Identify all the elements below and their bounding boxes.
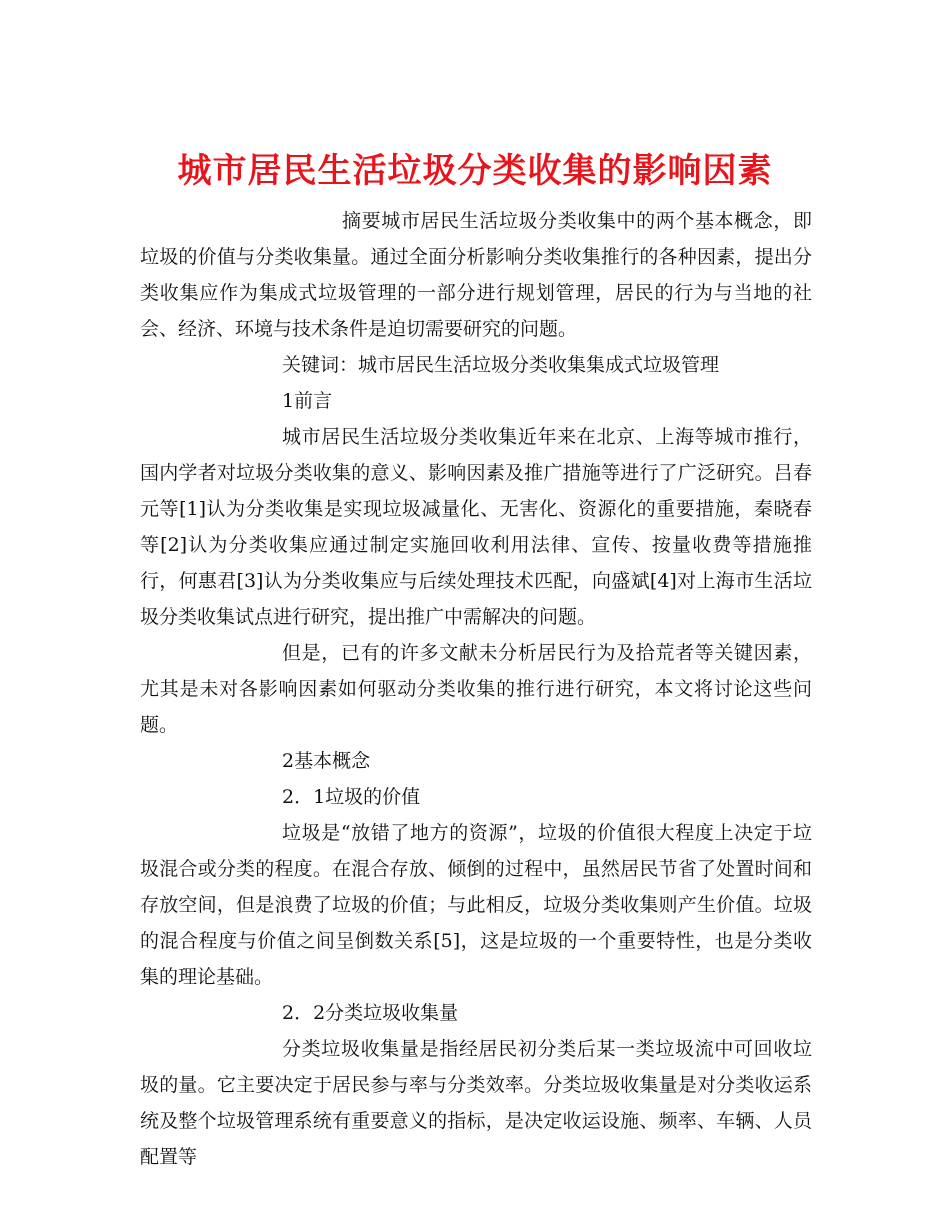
document-title: 城市居民生活垃圾分类收集的影响因素 — [177, 150, 773, 191]
document-body — [140, 203, 812, 1175]
abstract-paragraph: 摘要城市居民生活垃圾分类收集中的两个基本概念，即垃圾的价值与分类收集量。通过全面分析影响分类收集推行的各种因素，提出分类收集应作为集成式垃圾管理的一部分进行规划管理，居民的行为与当地的社会、经济、环境与技术条件是迫切需要研究的问题。 — [140, 210, 812, 340]
introduction-paragraph: 城市居民生活垃圾分类收集近年来在北京、上海等城市推行，国内学者对垃圾分类收集的意义、影响因素及推广措施等进行了广泛研究。吕春元等[1]认为分类收集是实现垃圾减量化、无害化、资源化的重要措施，秦晓春等[2]认为分类收集应通过制定实施回收利用法律、宣传、按量收费等措施推行，何惠君[3]认为分类收集应与后续处理技术匹配，向盛斌[4]对上海市生活垃圾分类收集试点进行研究，提出推广中需解决的问题。 — [140, 426, 812, 628]
section-heading-basic-concepts: 2基本概念 — [282, 750, 371, 772]
keywords-line: 关键词：城市居民生活垃圾分类收集集成式垃圾管理 — [282, 354, 720, 376]
subsection-heading-garbage-value: 2．1垃圾的价值 — [282, 786, 421, 808]
collection-amount-paragraph: 分类垃圾收集量是指经居民初分类后某一类垃圾流中可回收垃圾的量。它主要决定于居民参与率与分类效率。分类垃圾收集量是对分类收运系统及整个垃圾管理系统有重要意义的指标，是决定收运设施、频率、车辆、人员配置等 — [140, 1038, 812, 1168]
introduction-paragraph-2: 但是，已有的许多文献未分析居民行为及拾荒者等关键因素，尤其是未对各影响因素如何驱动分类收集的推行进行研究，本文将讨论这些问题。 — [140, 642, 812, 736]
garbage-value-paragraph: 垃圾是“放错了地方的资源”，垃圾的价值很大程度上决定于垃圾混合或分类的程度。在混合存放、倾倒的过程中，虽然居民节省了处置时间和存放空间，但是浪费了垃圾的价值；与此相反，垃圾分类收集则产生价值。垃圾的混合程度与价值之间呈倒数关系[5]，这是垃圾的一个重要特性，也是分类收集的理论基础。 — [140, 822, 812, 988]
subsection-heading-collection-amount: 2．2分类垃圾收集量 — [282, 1002, 459, 1024]
section-heading-introduction: 1前言 — [282, 390, 333, 412]
